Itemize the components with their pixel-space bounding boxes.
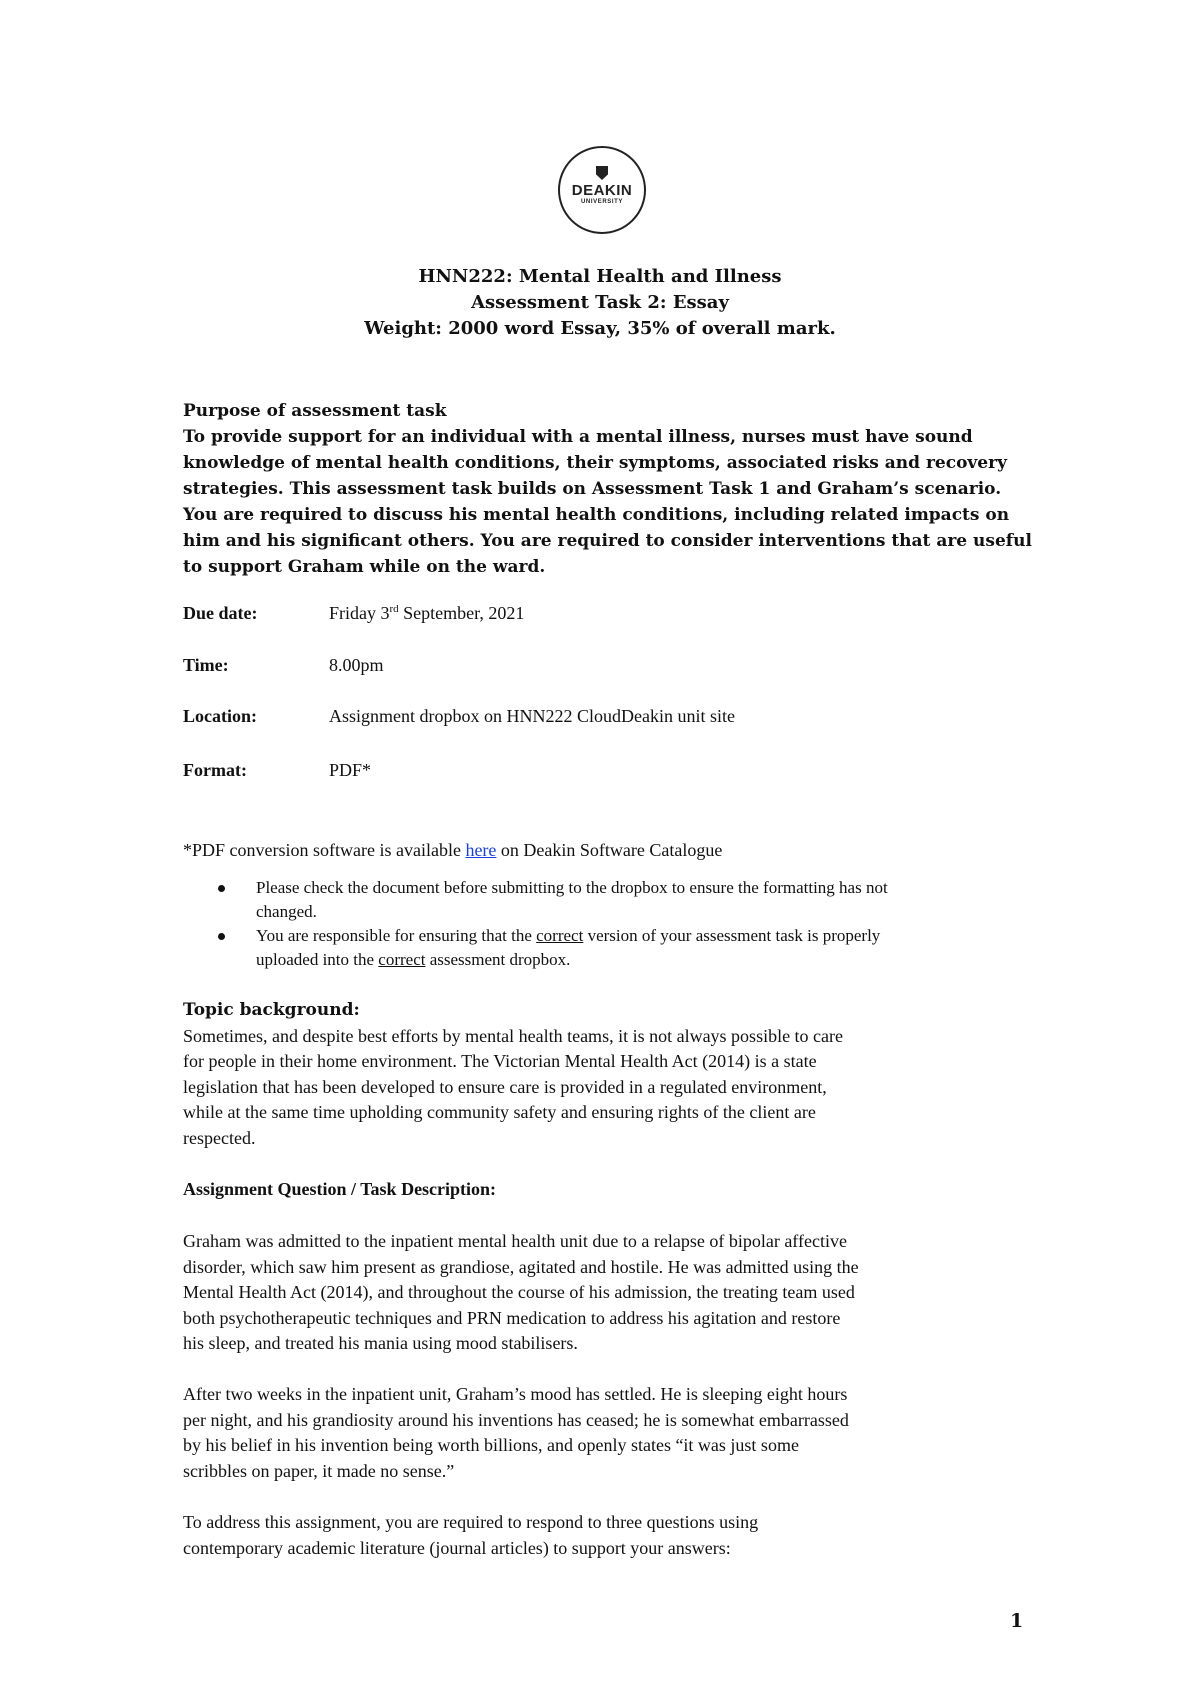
pdf-note: *PDF conversion software is available here on Deakin Software Catalogue [183,840,723,860]
list-item: Please check the document before submitting to the dropbox to ensure the formatting has not changed. [216,876,1036,924]
software-catalogue-link[interactable]: here [465,840,497,860]
paragraph-line: disorder, which saw him present as grandiose, agitated and hostile. He was admitted using the [183,1256,859,1277]
purpose-line: him and his significant others. You are required to consider interventions that are useful [183,531,1032,551]
assignment-heading-block [183,1177,1043,1203]
paragraph-line: After two weeks in the inpatient unit, Graham’s mood has settled. He is sleeping eight hours [183,1384,848,1404]
paragraph-line: scribbles on paper, it made no sense.” [183,1460,455,1481]
deakin-logo [558,146,646,234]
logo-name: DEAKIN [571,182,633,199]
paragraph-line: contemporary academic literature (journal articles) to support your answers: [183,1537,731,1558]
assignment-heading: Assignment Question / Task Description: [183,1179,497,1199]
purpose-section [183,398,1043,580]
logo-subtitle: UNIVERSITY [580,199,623,205]
bullet-icon [218,885,225,892]
paragraph-line: Mental Health Act (2014), and throughout the course of his admission, the treating team used [183,1282,855,1303]
paragraph-line: respected. [183,1127,256,1148]
due-date-value: Friday 3rd September, 2021 [329,603,525,623]
purpose-line: To provide support for an individual with a mental illness, nurses must have sound [183,427,973,447]
paragraph-line: for people in their home environment. The Victorian Mental Health Act (2014) is a state [183,1051,817,1072]
paragraph-line: his sleep, and treated his mania using mood stabilisers. [183,1333,578,1354]
purpose-line: You are required to discuss his mental health conditions, including related impacts on [183,505,1010,525]
title-block [200,264,1000,342]
assignment-paragraph-1 [183,1229,1043,1357]
location-label: Location: [183,706,257,726]
due-date-label: Due date: [183,603,258,623]
crest-icon [596,166,608,180]
page-number: 1 [1010,1610,1024,1632]
topic-heading: Topic background: [183,1000,360,1020]
purpose-line: knowledge of mental health conditions, their symptoms, associated risks and recovery [183,453,1007,473]
task-title: Assessment Task 2: Essay [471,292,729,313]
assignment-paragraph-2 [183,1382,1043,1484]
assignment-paragraph-3 [183,1510,1043,1561]
paragraph-line: by his belief in his invention being worth billions, and openly states “it was just some [183,1435,799,1456]
topic-background [183,998,1043,1152]
paragraph-line: while at the same time upholding community safety and ensuring rights of the client are [183,1102,816,1123]
time-label: Time: [183,655,229,675]
paragraph-line: per night, and his grandiosity around his inventions has ceased; he is somewhat embarrassed [183,1409,849,1430]
unit-title: HNN222: Mental Health and Illness [418,266,782,287]
format-value: PDF* [329,760,372,780]
paragraph-line: legislation that has been developed to ensure care is provided in a regulated environment, [183,1076,827,1097]
paragraph-line: Graham was admitted to the inpatient mental health unit due to a relapse of bipolar affective [183,1231,847,1251]
list-item: You are responsible for ensuring that the correct version of your assessment task is properly uploaded into the correct assessment dropbox. [216,924,1036,972]
paragraph-line: Sometimes, and despite best efforts by mental health teams, it is not always possible to care [183,1025,844,1046]
location-value: Assignment dropbox on HNN222 CloudDeakin unit site [329,706,735,726]
submission-notes-list [216,876,1036,972]
paragraph-line: To address this assignment, you are required to respond to three questions using [183,1512,759,1532]
time-value: 8.00pm [329,655,384,675]
weight-line: Weight: 2000 word Essay, 35% of overall mark. [364,318,836,339]
purpose-line: strategies. This assessment task builds on Assessment Task 1 and Graham’s scenario. [183,479,1002,499]
paragraph-line: both psychotherapeutic techniques and PRN medication to address his agitation and restore [183,1307,841,1328]
purpose-heading: Purpose of assessment task [183,401,447,421]
purpose-line: to support Graham while on the ward. [183,557,546,577]
bullet-icon [218,933,225,940]
format-label: Format: [183,760,247,780]
